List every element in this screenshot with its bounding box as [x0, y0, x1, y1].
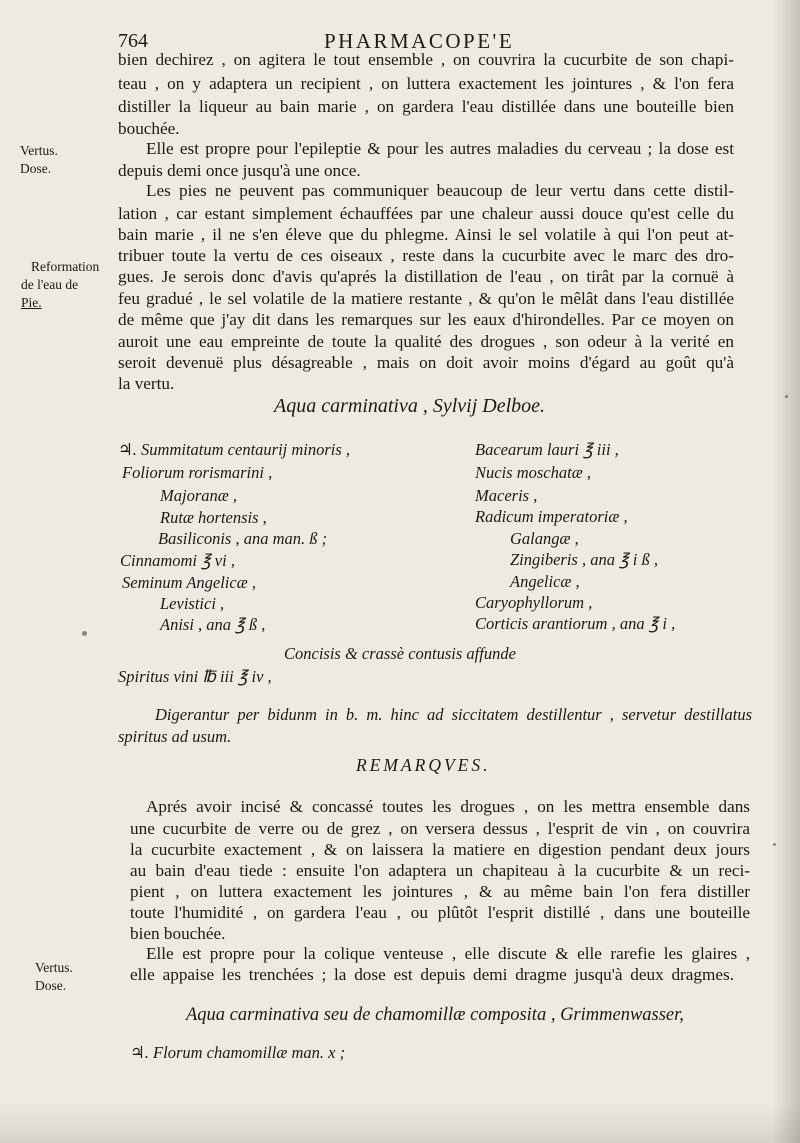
ingredient-line: Levistici ,: [160, 594, 225, 613]
recipe-title: Aqua carminativa , Sylvij Delboe.: [274, 395, 546, 417]
ingredient-line: Galangæ ,: [510, 529, 579, 548]
text-line: tribuer toute la vertu de ces oiseaux , reste dans la cucurbite avec le marc des dro-: [118, 246, 734, 265]
text-line: distiller la liqueur au bain marie , on gardera l'eau distillée dans une bouteille bien: [118, 97, 734, 116]
text-line: lation , car estant simplement échauffées par une chaleur aussi douce qu'est celle du: [118, 204, 734, 223]
text-line: la cucurbite exactement , & on laissera la matiere en digestion pendant deux jours: [130, 840, 750, 859]
ingredient-line: Majoranæ ,: [160, 486, 238, 505]
instruction-line: Concisis & crassè contusis affunde: [284, 644, 516, 663]
margin-note-dose: Dose.: [20, 161, 52, 176]
ink-speck: [82, 631, 87, 636]
margin-note-dose-2: Dose.: [35, 978, 67, 993]
text-line: seroit devenuë plus désagreable , mais on doit avoir moins d'égard au goût qu'à: [118, 353, 734, 372]
ingredient-line: Cinnamomi ℥ vi ,: [120, 551, 235, 570]
text-line: feu gradué , le sel volatile de la matiere restante , & qu'on le mêlât dans l'eau distillée: [118, 289, 734, 308]
ingredient-line: Maceris ,: [475, 486, 538, 505]
ingredient-line: Zingiberis , ana ℥ i ß ,: [510, 550, 658, 569]
text-line: Elle est propre pour l'epileptie & pour les autres maladies du cerveau ; la dose est: [146, 139, 734, 158]
page-number: 764: [118, 30, 148, 52]
ingredient-line: ♃. Summitatum centaurij minoris ,: [118, 440, 351, 459]
ingredient-line: Foliorum rorismarini ,: [122, 463, 273, 482]
text-line: bien dechirez , on agitera le tout ensemble , on couvrira la cucurbite de son chapi-: [118, 50, 734, 69]
instruction-line: Spiritus vini ℔ iii ℥ iv ,: [118, 667, 272, 686]
ingredient-line: Nucis moschatæ ,: [475, 463, 591, 482]
recipe-title: Aqua carminativa seu de chamomillæ composita , Grimmenwasser,: [186, 1005, 684, 1025]
margin-note-reformation-2: de l'eau de: [21, 277, 79, 292]
text-line: auroit une eau empreinte de toute la qualité des drogues , son odeur à la verité en: [118, 332, 734, 351]
page-edge-shadow: [772, 0, 800, 1143]
text-line: la vertu.: [118, 374, 175, 393]
text-line: Elle est propre pour la colique venteuse , elle discute & elle rarefie les glaires ,: [146, 944, 750, 963]
ingredient-line: Seminum Angelicæ ,: [122, 573, 256, 592]
ingredient-line: Angelicæ ,: [510, 572, 580, 591]
ingredient-line: ♃. Florum chamomillæ man. x ;: [130, 1043, 346, 1062]
ingredient-line: Anisi , ana ℥ ß ,: [160, 615, 266, 634]
margin-note-vertus-2: Vertus.: [35, 960, 73, 975]
ingredient-line: Radicum imperatoriæ ,: [475, 507, 628, 526]
margin-note-reformation-3: Pie.: [21, 295, 42, 310]
text-line: pient , on luttera exactement les jointures , & au même bain l'on fera distiller: [130, 882, 750, 901]
text-line: elle appaise les trenchées ; la dose est depuis demi dragme jusqu'à deux dragmes.: [130, 965, 734, 984]
instruction-line: Digerantur per bidunm in b. m. hinc ad siccitatem destillentur , servetur destillatus: [155, 705, 752, 724]
section-heading: REMARQVES.: [356, 755, 491, 775]
text-line: depuis demi once jusqu'à une once.: [118, 161, 361, 180]
margin-note-reformation: Reformation: [31, 259, 100, 274]
ink-speck: [773, 843, 776, 846]
text-line: au bain d'eau tiede : ensuite l'on adaptera un chapiteau à la cucurbite & un reci-: [130, 861, 750, 880]
ingredient-line: Bacearum lauri ℥ iii ,: [475, 440, 619, 459]
text-line: teau , on y adaptera un recipient , on luttera exactement les jointures , & l'on fera: [118, 74, 734, 93]
text-line: bouchée.: [118, 119, 180, 138]
margin-note-vertus: Vertus.: [20, 143, 58, 158]
ingredient-line: Caryophyllorum ,: [475, 593, 593, 612]
instruction-line: spiritus ad usum.: [118, 727, 232, 746]
page-bottom-shadow: [0, 1103, 800, 1143]
text-line: bien bouchée.: [130, 924, 226, 943]
text-line: toute l'humidité , on gardera l'eau , ou plûtôt l'esprit distillé , dans une bouteille: [130, 903, 750, 922]
ink-speck: [785, 395, 788, 398]
ingredient-line: Basiliconis , ana man. ß ;: [158, 529, 328, 548]
text-line: gues. Je serois donc d'avis qu'aprés la distillation de l'eau , on tirât par la cornuë à: [118, 267, 734, 286]
running-title: PHARMACOPE'E: [324, 29, 515, 53]
text-line: de même que j'ay dit dans les remarques sur les eaux d'hirondelles. Par ce moyen on: [118, 310, 734, 329]
text-line: Aprés avoir incisé & concassé toutes les drogues , on les mettra ensemble dans: [146, 797, 750, 816]
text-line: une cucurbite de verre ou de grez , on versera dessus , l'esprit de vin , on couvrira: [130, 819, 750, 838]
ingredient-line: Corticis arantiorum , ana ℥ i ,: [475, 614, 676, 633]
text-line: bain marie , il ne s'en éleve que du phlegme. Ainsi le sel volatile à qui l'on peut at-: [118, 225, 734, 244]
text-line: Les pies ne peuvent pas communiquer beaucoup de leur vertu dans cette distil-: [146, 181, 734, 200]
ingredient-line: Rutæ hortensis ,: [160, 508, 267, 527]
